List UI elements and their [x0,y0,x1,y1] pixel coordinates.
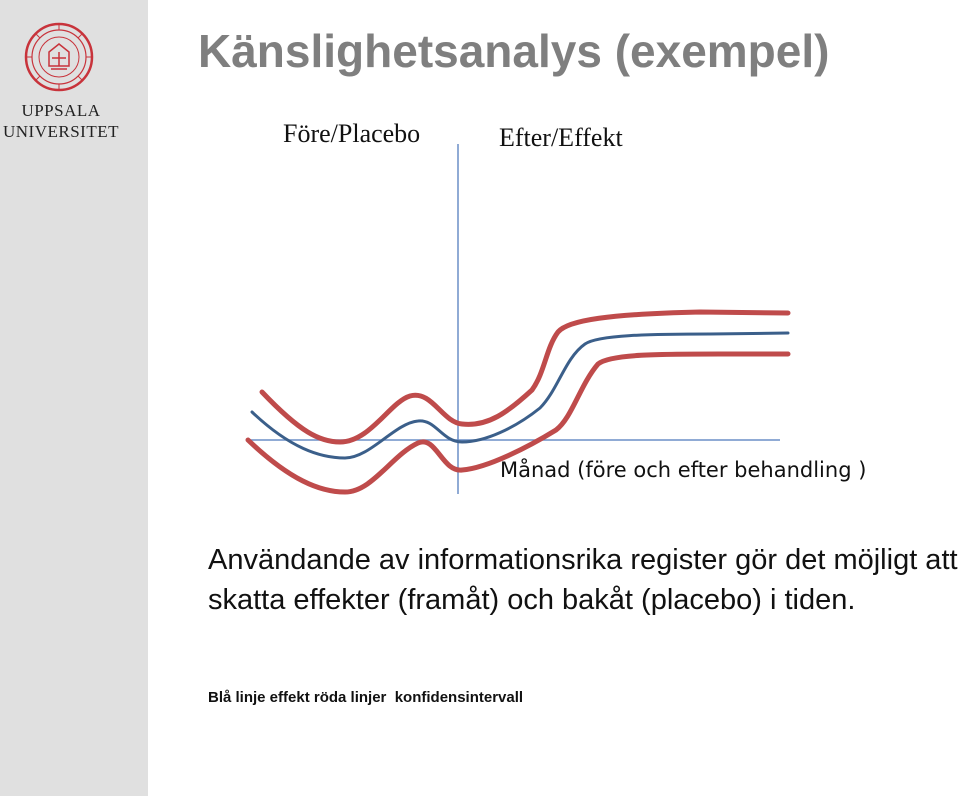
university-wordmark [0,100,122,142]
ci-upper-line [262,312,788,442]
sensitivity-diagram [200,110,940,510]
sidebar [0,0,148,796]
university-seal-icon [24,22,94,92]
label-before-placebo: Före/Placebo [283,119,421,148]
wordmark-line2: UNIVERSITET [3,122,119,141]
x-axis-label: Månad (före och efter behandling ) [500,458,867,482]
label-after-effect: Efter/Effekt [499,123,623,152]
slide-title: Känslighetsanalys (exempel) [198,25,830,77]
slide-footnote: Blå linje effekt röda linjer konfidensintervall [208,689,524,706]
slide-body-text: Användande av informationsrika register gör det möjligt att skatta effekter (framåt) och bakåt (placebo) i tiden. [208,544,958,616]
wordmark-line1: UPPSALA [21,101,101,120]
